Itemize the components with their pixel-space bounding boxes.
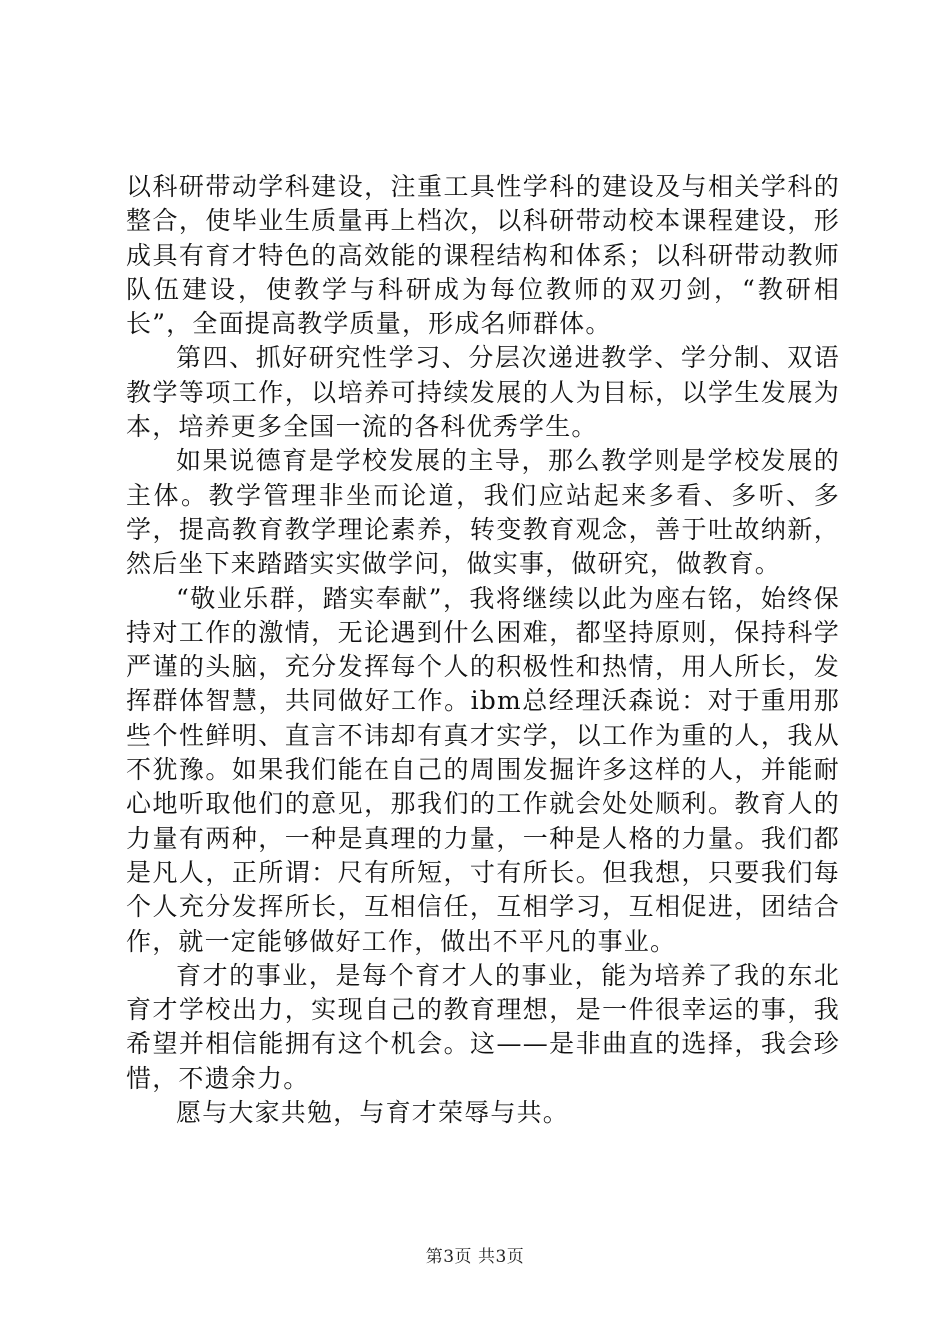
paragraph-research: 以科研带动学科建设，注重工具性学科的建设及与相关学科的整合，使毕业生质量再上档次，以科研带动校本课程建设，形成具有育才特色的高效能的课程结构和体系；以科研带动教师队伍建设，使教学与科研成为每位教师的双刃剑，“教研相长”，全面提高教学质量，形成名师群体。 (126, 172, 840, 339)
paragraph-career: 育才的事业，是每个育才人的事业，能为培养了我的东北育才学校出力，实现自己的教育理想，是一件很幸运的事，我希望并相信能拥有这个机会。这——是非曲直的选择，我会珍惜，不遗余力。 (126, 960, 840, 1093)
document-body (126, 170, 840, 1130)
paragraph-teaching: 如果说德育是学校发展的主导，那么教学则是学校发展的主体。教学管理非坐而论道，我们应站起来多看、多听、多学，提高教育教学理论素养，转变教育观念，善于吐故纳新，然后坐下来踏踏实实做学问，做实事，做研究，做教育。 (126, 446, 840, 579)
paragraph-motto: “敬业乐群，踏实奉献”，我将继续以此为座右铭，始终保持对工作的激情，无论遇到什么困难，都坚持原则，保持科学严谨的头脑，充分发挥每个人的积极性和热情，用人所长，发挥群体智慧，共同做好工作。ibm总经理沃森说：对于重用那些个性鲜明、直言不讳却有真才实学，以工作为重的人，我从不犹豫。如果我们能在自己的周围发掘许多这样的人，并能耐心地听取他们的意见，那我们的工作就会处处顺利。教育人的力量有两种，一种是真理的力量，一种是人格的力量。我们都是凡人，正所谓：尺有所短，寸有所长。但我想，只要我们每个人充分发挥所长，互相信任，互相学习，互相促进，团结合作，就一定能够做好工作，做出不平凡的事业。 (126, 583, 840, 956)
page-footer: 第3页 共3页 (425, 1247, 525, 1267)
paragraph-fourth: 第四、抓好研究性学习、分层次递进教学、学分制、双语教学等项工作，以培养可持续发展的人为目标，以学生发展为本，培养更多全国一流的各科优秀学生。 (126, 343, 840, 442)
paragraph-closing: 愿与大家共勉，与育才荣辱与共。 (176, 1098, 570, 1128)
